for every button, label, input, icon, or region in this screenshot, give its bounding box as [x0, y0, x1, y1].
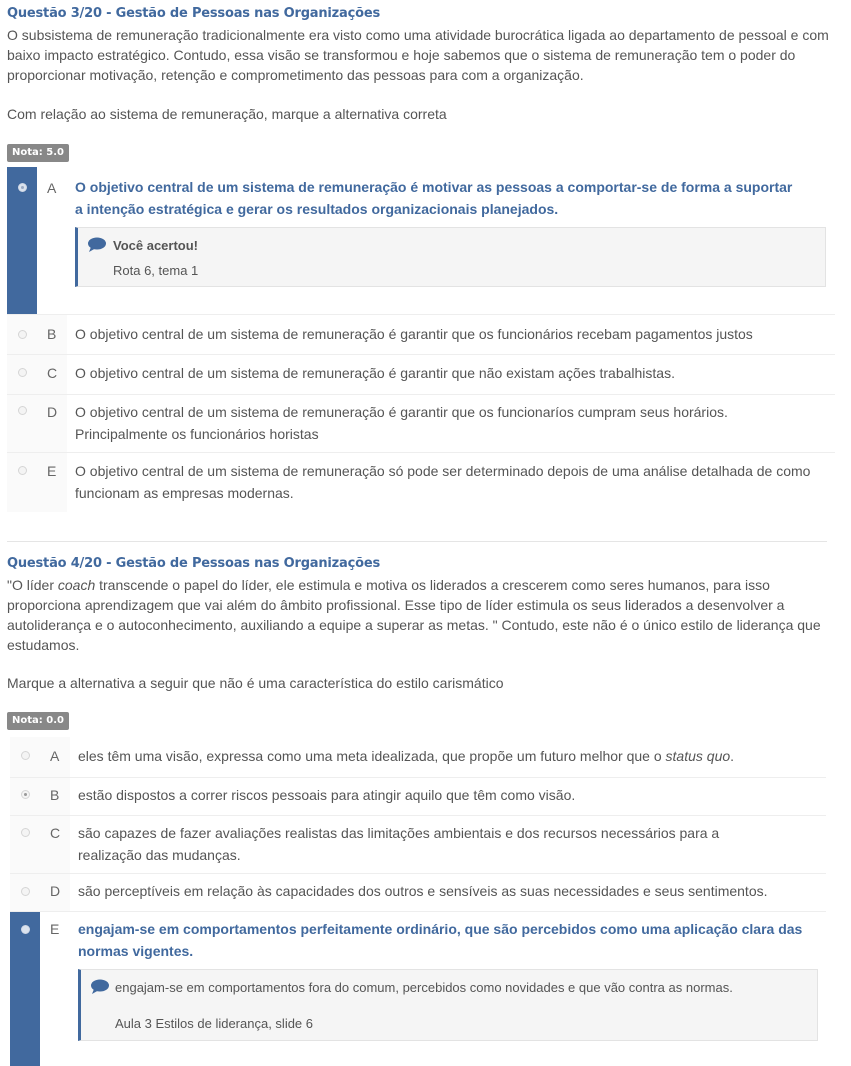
radio-button-c[interactable]	[21, 828, 30, 837]
option-a[interactable]	[10, 737, 826, 777]
option-a[interactable]	[7, 167, 835, 314]
option-c[interactable]	[10, 815, 826, 873]
option-gutter	[7, 452, 67, 512]
comment-bubble-icon	[87, 237, 107, 253]
comment-bubble-icon	[90, 979, 110, 995]
feedback-note: Rota 6, tema 1	[113, 263, 199, 278]
option-divider	[10, 815, 826, 816]
question-stem: O subsistema de remuneração tradicionalmente era visto como uma atividade burocrática ligada ao departamento de pessoal e com baixo impacto estratégico. Contudo, essa visão se transformou e hoje sabemos que o sistema de remuneração tem o poder do proporcionar motivação, retenção e comprometimento das pessoas para com a organização.	[7, 27, 829, 83]
feedback-title: Você acertou!	[113, 238, 199, 253]
option-text: engajam-se em comportamentos perfeitamente ordinário, que são percebidos como uma aplicação clara das normas vigentes.	[78, 921, 803, 959]
question-divider	[7, 541, 827, 542]
option-text: O objetivo central de um sistema de remuneração é garantir que os funcionários recebam pagamentos justos	[75, 326, 753, 342]
radio-button-b[interactable]	[18, 330, 27, 339]
option-text: O objetivo central de um sistema de remuneração só pode ser determinado depois de uma análise detalhada de como funcionam as empresas modernas.	[75, 463, 811, 501]
option-text: são perceptíveis em relação às capacidades dos outros e sensíveis as suas necessidades e seus sentimentos.	[78, 883, 768, 899]
option-letter: B	[47, 326, 57, 342]
option-divider	[10, 911, 826, 912]
grade-badge: Nota: 0.0	[7, 712, 69, 730]
correct-marker-bar	[10, 911, 40, 1066]
option-d[interactable]	[10, 873, 826, 911]
option-letter: E	[47, 463, 57, 479]
question-instruction: Com relação ao sistema de remuneração, marque a alternativa correta	[7, 106, 447, 122]
option-divider	[10, 873, 826, 874]
feedback-box	[78, 969, 818, 1041]
option-b[interactable]	[10, 777, 826, 815]
question-stem	[7, 575, 837, 655]
option-text: estão dispostos a correr riscos pessoais para atingir aquilo que têm como visão.	[78, 787, 576, 803]
option-letter: E	[50, 921, 60, 937]
option-e[interactable]	[10, 911, 826, 1066]
option-letter: A	[50, 748, 60, 764]
option-letter: C	[47, 365, 58, 381]
question-title: Questão 3/20 - Gestão de Pessoas nas Organizações	[7, 6, 381, 21]
option-text: são capazes de fazer avaliações realistas das limitações ambientais e dos recursos necessários para a realização das mudanças.	[78, 825, 720, 863]
option-gutter	[10, 815, 70, 873]
option-b[interactable]	[7, 314, 835, 354]
option-divider	[7, 452, 835, 453]
option-letter: B	[50, 787, 60, 803]
option-text	[78, 745, 818, 767]
radio-button-a[interactable]	[18, 183, 27, 192]
option-gutter	[7, 354, 67, 394]
question-title: Questão 4/20 - Gestão de Pessoas nas Organizações	[7, 556, 381, 571]
stem-text-part: transcende o papel do líder, ele estimula e motiva os liderados a crescerem como seres humanos, para isso proporciona aprendizagem que vai além do âmbito profissional. Esse tipo de líder estimula os seus liderados a desenvolver a autoliderança e o autoconhecimento, auxiliando a equipe a superar as metas. " Contudo, este não é o único estilo de liderança que estudamos.	[7, 577, 821, 653]
option-text: O objetivo central de um sistema de remuneração é motivar as pessoas a comportar-se de forma a suportar a intenção estratégica e gerar os resultados organizacionais planejados.	[75, 179, 793, 217]
option-e[interactable]	[7, 452, 835, 512]
feedback-text: engajam-se em comportamentos fora do comum, percebidos como novidades e que vão contra as normas.	[115, 980, 733, 995]
option-text-part: eles têm uma visão, expressa como uma meta idealizada, que propõe um futuro melhor que o	[78, 748, 666, 764]
option-gutter	[7, 314, 67, 354]
feedback-box	[75, 227, 826, 287]
option-letter: A	[47, 180, 57, 196]
option-divider	[7, 394, 835, 395]
radio-button-d[interactable]	[21, 887, 30, 896]
option-c[interactable]	[7, 354, 835, 394]
stem-text-part: "O líder	[7, 577, 58, 593]
option-text: O objetivo central de um sistema de remuneração é garantir que os funcionaríos cumpram seus horários. Principalmente os funcionários horistas	[75, 404, 728, 442]
stem-emphasis: coach	[57, 577, 96, 593]
feedback-note: Aula 3 Estilos de liderança, slide 6	[115, 1016, 314, 1031]
option-gutter	[10, 777, 70, 815]
radio-button-c[interactable]	[18, 368, 27, 377]
option-text-part: .	[730, 748, 735, 764]
option-text-emphasis: status quo	[665, 748, 731, 764]
radio-button-a[interactable]	[21, 751, 30, 760]
option-divider	[7, 354, 835, 355]
radio-button-d[interactable]	[18, 406, 27, 415]
radio-button-e[interactable]	[21, 925, 30, 934]
question-instruction: Marque a alternativa a seguir que não é uma característica do estilo carismático	[7, 675, 504, 691]
option-letter: C	[50, 825, 61, 841]
option-text: O objetivo central de um sistema de remuneração é garantir que não existam ações trabalhistas.	[75, 365, 675, 381]
option-d[interactable]	[7, 394, 835, 452]
option-letter: D	[47, 404, 58, 420]
option-gutter	[7, 394, 67, 452]
option-divider	[7, 314, 835, 315]
option-letter: D	[50, 883, 61, 899]
option-divider	[10, 777, 826, 778]
option-gutter	[10, 873, 70, 911]
radio-button-b[interactable]	[21, 790, 30, 799]
radio-button-e[interactable]	[18, 466, 27, 475]
option-gutter	[10, 737, 70, 777]
grade-badge: Nota: 5.0	[7, 144, 69, 162]
